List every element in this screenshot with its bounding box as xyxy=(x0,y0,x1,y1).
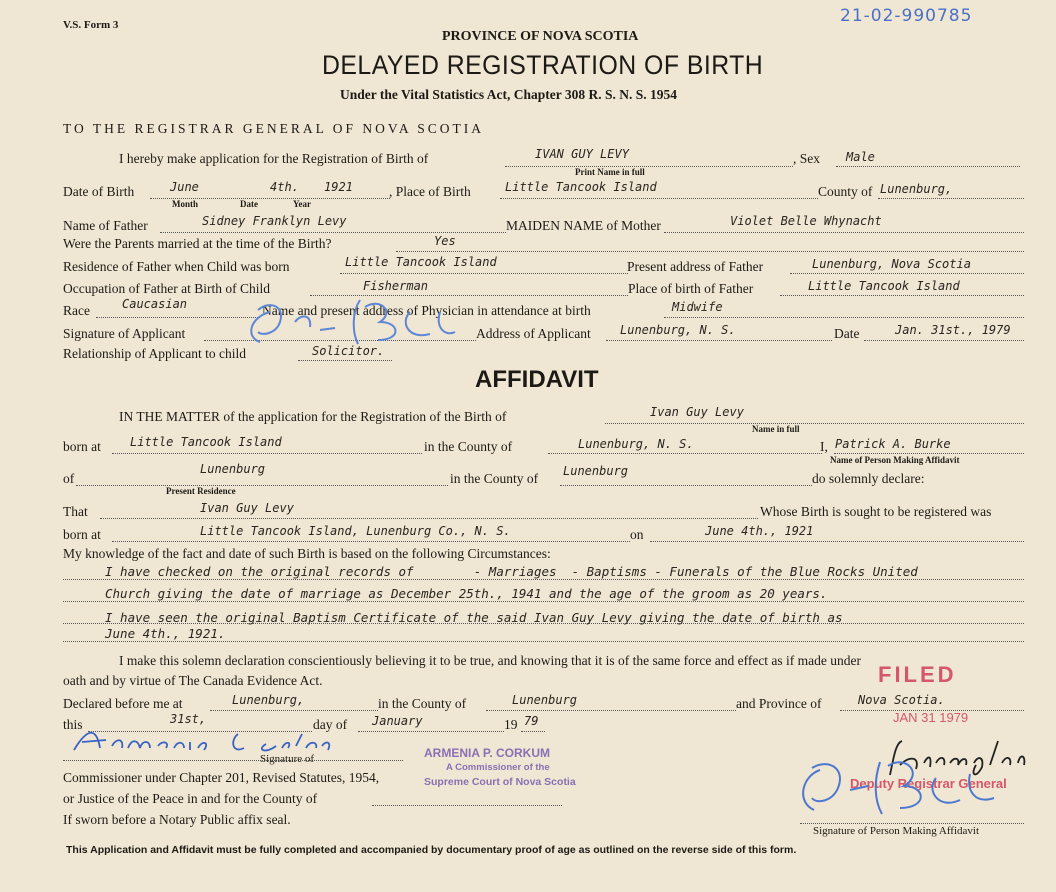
county2-label: in the County of xyxy=(450,471,539,486)
physician-value: Midwife xyxy=(672,300,723,314)
declaration-line-1: I make this solemn declaration conscientiously believing it to be true, and knowing that it is of the same force and effect as if made under xyxy=(119,653,862,668)
affiant-name: Patrick A. Burke xyxy=(835,437,951,451)
name-hint: Name in full xyxy=(752,424,800,434)
affiant-signature-label: Signature of Person Making Affidavit xyxy=(813,825,979,837)
race-label: Race xyxy=(63,303,90,318)
residence-value-aff: Lunenburg xyxy=(200,462,266,476)
signature-of-label: Signature of xyxy=(260,753,315,765)
county-label: County of xyxy=(818,184,873,199)
footer-note: This Application and Affidavit must be fully completed and accompanied by documentary proof of age as outlined on the reverse side of this form. xyxy=(66,844,797,856)
affiant-signature xyxy=(790,752,1020,824)
married-value: Yes xyxy=(434,234,456,248)
county-value: Lunenburg, xyxy=(880,182,953,196)
residence-value: Little Tancook Island xyxy=(345,255,497,269)
occupation-label: Occupation of Father at Birth of Child xyxy=(63,281,270,296)
circumstance-2: Church giving the date of marriage as December 25th., 1941 and the age of the groom as 20 years. xyxy=(105,586,828,601)
commissioner-stamp-line2: A Commissioner of the xyxy=(446,762,550,773)
physician-label: Name and present address of Physician in attendance at birth xyxy=(262,303,591,318)
father-birthplace-label: Place of birth of Father xyxy=(628,281,754,296)
declared-at: Lunenburg, xyxy=(232,693,305,707)
applicant-address-value: Lunenburg, N. S. xyxy=(620,323,736,337)
sex-label: , Sex xyxy=(793,151,820,166)
county2-value: Lunenburg xyxy=(563,464,629,478)
born-at2-label: born at xyxy=(63,527,101,542)
on-date: June 4th., 1921 xyxy=(705,524,814,538)
date-value: Jan. 31st., 1979 xyxy=(895,323,1011,337)
declare-label: do solemnly declare: xyxy=(812,471,925,486)
i-label: I, xyxy=(820,439,828,454)
present-addr-value: Lunenburg, Nova Scotia xyxy=(812,257,971,271)
province-heading: PROVINCE OF NOVA SCOTIA xyxy=(442,29,639,44)
race-value: Caucasian xyxy=(122,297,188,311)
province-value: Nova Scotia. xyxy=(858,693,945,707)
place-label: , Place of Birth xyxy=(389,184,471,199)
year-hint: Year xyxy=(293,199,311,209)
commissioner-stamp-name: ARMENIA P. CORKUM xyxy=(424,746,551,760)
subtitle: Under the Vital Statistics Act, Chapter 308 R. S. N. S. 1954 xyxy=(340,87,678,102)
father-value: Sidney Franklyn Levy xyxy=(202,214,347,228)
signature-label: Signature of Applicant xyxy=(63,326,186,341)
circumstance-1: I have checked on the original records of - Marriages - Baptisms - Funerals of the Blue Rocks United xyxy=(105,564,918,579)
province-label: and Province of xyxy=(736,696,822,711)
dob-date: 4th. xyxy=(270,180,299,194)
county-label-aff: in the County of xyxy=(424,439,513,454)
relationship-value: Solicitor. xyxy=(312,344,385,358)
deputy-registrar-stamp: Deputy Registrar General xyxy=(850,776,1007,791)
year-value: 79 xyxy=(524,714,539,728)
intro-label: I hereby make application for the Registration of Birth of xyxy=(119,151,429,166)
born-at2-value: Little Tancook Island, Lunenburg Co., N. S. xyxy=(200,524,511,538)
applicant-signature xyxy=(240,292,470,352)
county-value-aff: Lunenburg, N. S. xyxy=(578,437,694,451)
present-addr-label: Present address of Father xyxy=(627,259,764,274)
knowledge-label: My knowledge of the fact and date of such Birth is based on the following Circumstances: xyxy=(63,546,551,561)
that-label: That xyxy=(63,504,88,519)
notary-label: If sworn before a Notary Public affix seal. xyxy=(63,812,291,827)
year-prefix: 19 xyxy=(504,717,518,732)
mother-label: MAIDEN NAME of Mother xyxy=(506,218,661,233)
on-label: on xyxy=(630,527,644,542)
whose-label: Whose Birth is sought to be registered was xyxy=(760,504,992,519)
dob-month: June xyxy=(170,180,199,194)
father-birthplace-value: Little Tancook Island xyxy=(808,279,960,293)
residence-label: Residence of Father when Child was born xyxy=(63,259,290,274)
born-at-label: born at xyxy=(63,439,101,454)
addressee: TO THE REGISTRAR GENERAL OF NOVA SCOTIA xyxy=(63,121,485,136)
circumstance-4: June 4th., 1921. xyxy=(105,626,226,641)
that-name: Ivan Guy Levy xyxy=(200,501,294,515)
father-label: Name of Father xyxy=(63,218,148,233)
declared-county-label: in the County of xyxy=(378,696,467,711)
circumstance-3: I have seen the original Baptism Certificate of the said Ivan Guy Levy giving the date of birth as xyxy=(105,610,843,625)
residence-hint: Present Residence xyxy=(166,486,236,496)
day-of-label: day of xyxy=(313,717,348,732)
date-hint: Date xyxy=(240,199,258,209)
file-number: 21-02-990785 xyxy=(840,6,973,26)
dob-year: 1921 xyxy=(324,180,353,194)
child-name: IVAN GUY LEVY xyxy=(535,147,629,161)
married-label: Were the Parents married at the time of the Birth? xyxy=(63,236,332,251)
place-value: Little Tancook Island xyxy=(505,180,657,194)
day-value: 31st, xyxy=(170,712,207,726)
sex-value: Male xyxy=(846,150,875,164)
filed-date-stamp: JAN 31 1979 xyxy=(893,710,969,725)
matter-name: Ivan Guy Levy xyxy=(650,405,744,419)
commissioner-stamp-line3: Supreme Court of Nova Scotia xyxy=(424,776,576,788)
of-label: of xyxy=(63,471,75,486)
page-title: DELAYED REGISTRATION OF BIRTH xyxy=(322,50,764,80)
applicant-address-label: Address of Applicant xyxy=(476,326,591,341)
declared-county: Lunenburg xyxy=(512,693,578,707)
this-label: this xyxy=(63,717,83,732)
filed-stamp: FILED xyxy=(878,662,957,687)
month-hint: Month xyxy=(172,199,199,209)
month-value: January xyxy=(372,714,423,728)
born-at-value: Little Tancook Island xyxy=(130,435,282,449)
commissioner-label: Commissioner under Chapter 201, Revised Statutes, 1954, xyxy=(63,770,380,785)
date-label: Date xyxy=(834,326,860,341)
declared-label: Declared before me at xyxy=(63,696,183,711)
occupation-value: Fisherman xyxy=(363,279,429,293)
affiant-hint: Name of Person Making Affidavit xyxy=(830,455,960,465)
justice-label: or Justice of the Peace in and for the County of xyxy=(63,791,318,806)
form-number: V.S. Form 3 xyxy=(63,19,119,31)
affidavit-heading: AFFIDAVIT xyxy=(475,366,599,393)
print-name-hint: Print Name in full xyxy=(575,167,645,177)
declaration-line-2: oath and by virtue of The Canada Evidence Act. xyxy=(63,673,323,688)
mother-value: Violet Belle Whynacht xyxy=(730,214,882,228)
matter-label: IN THE MATTER of the application for the Registration of the Birth of xyxy=(119,409,507,424)
dob-label: Date of Birth xyxy=(63,184,135,199)
relationship-label: Relationship of Applicant to child xyxy=(63,346,246,361)
